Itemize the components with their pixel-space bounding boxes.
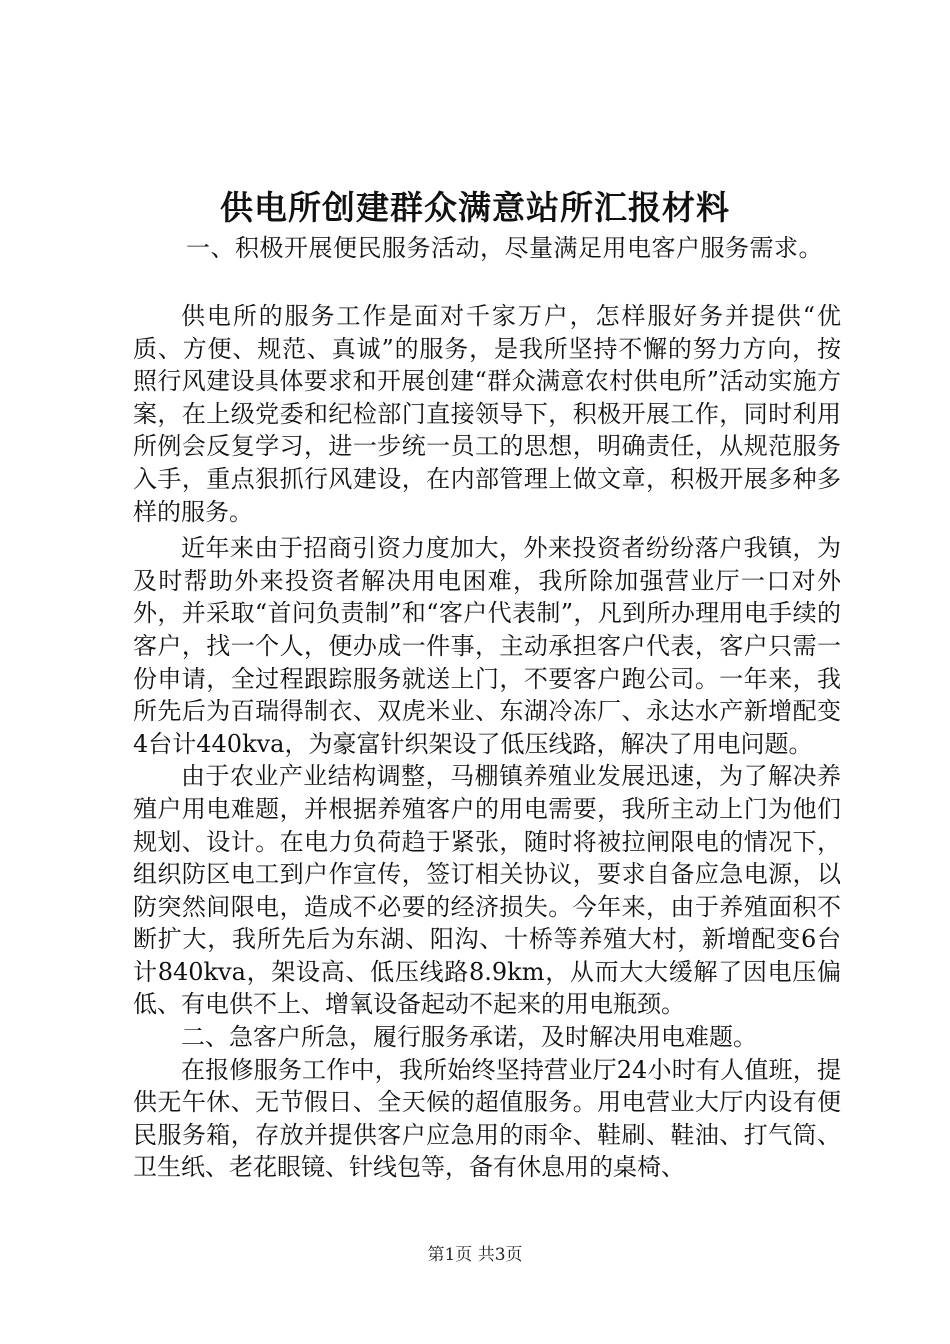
document-title: 供电所创建群众满意站所汇报材料	[220, 188, 730, 227]
document-body	[133, 300, 841, 1184]
paragraph: 由于农业产业结构调整，马棚镇养殖业发展迅速，为了解决养殖户用电难题，并根据养殖客户的用电需要，我所主动上门为他们规划、设计。在电力负荷趋于紧张，随时将被拉闸限电的情况下，组织防区电工到户作宣传，签订相关协议，要求自备应急电源，以防突然间限电，造成不必要的经济损失。今年来，由于养殖面积不断扩大，我所先后为东湖、阳沟、十桥等养殖大村，新增配变6台计840kva，架设高、低压线路8.9km，从而大大缓解了因电压偏低、有电供不上、增氧设备起动不起来的用电瓶颈。	[133, 762, 841, 1019]
paragraph: 在报修服务工作中，我所始终坚持营业厅24小时有人值班，提供无午休、无节假日、全天候的超值服务。用电营业大厅内设有便民服务箱，存放并提供客户应急用的雨伞、鞋刷、鞋油、打气筒、卫生纸、老花眼镜、针线包等，备有休息用的桌椅、	[133, 1055, 841, 1182]
section-heading-2: 二、急客户所急，履行服务承诺，及时解决用电难题。	[181, 1023, 757, 1052]
paragraph: 供电所的服务工作是面对千家万户，怎样服好务并提供“优质、方便、规范、真诚”的服务，是我所坚持不懈的努力方向，按照行风建设具体要求和开展创建“群众满意农村供电所”活动实施方案，在上级党委和纪检部门直接领导下，积极开展工作，同时利用所例会反复学习，进一步统一员工的思想，明确责任，从规范服务入手，重点狠抓行风建设，在内部管理上做文章，积极开展多种多样的服务。	[133, 302, 841, 526]
page-footer: 第1页 共3页	[427, 1245, 523, 1265]
paragraph: 近年来由于招商引资力度加大，外来投资者纷纷落户我镇，为及时帮助外来投资者解决用电困难，我所除加强营业厅一口对外外，并采取“首问负责制”和“客户代表制”，凡到所办理用电手续的客户，找一个人，便办成一件事，主动承担客户代表，客户只需一份申请，全过程跟踪服务就送上门，不要客户跑公司。一年来，我所先后为百瑞得制衣、双虎米业、东湖冷冻厂、永达水产新增配变4台计440kva，为豪富针织架设了低压线路，解决了用电问题。	[133, 534, 841, 758]
section-heading-1: 一、积极开展便民服务活动，尽量满足用电客户服务需求。	[186, 234, 823, 262]
